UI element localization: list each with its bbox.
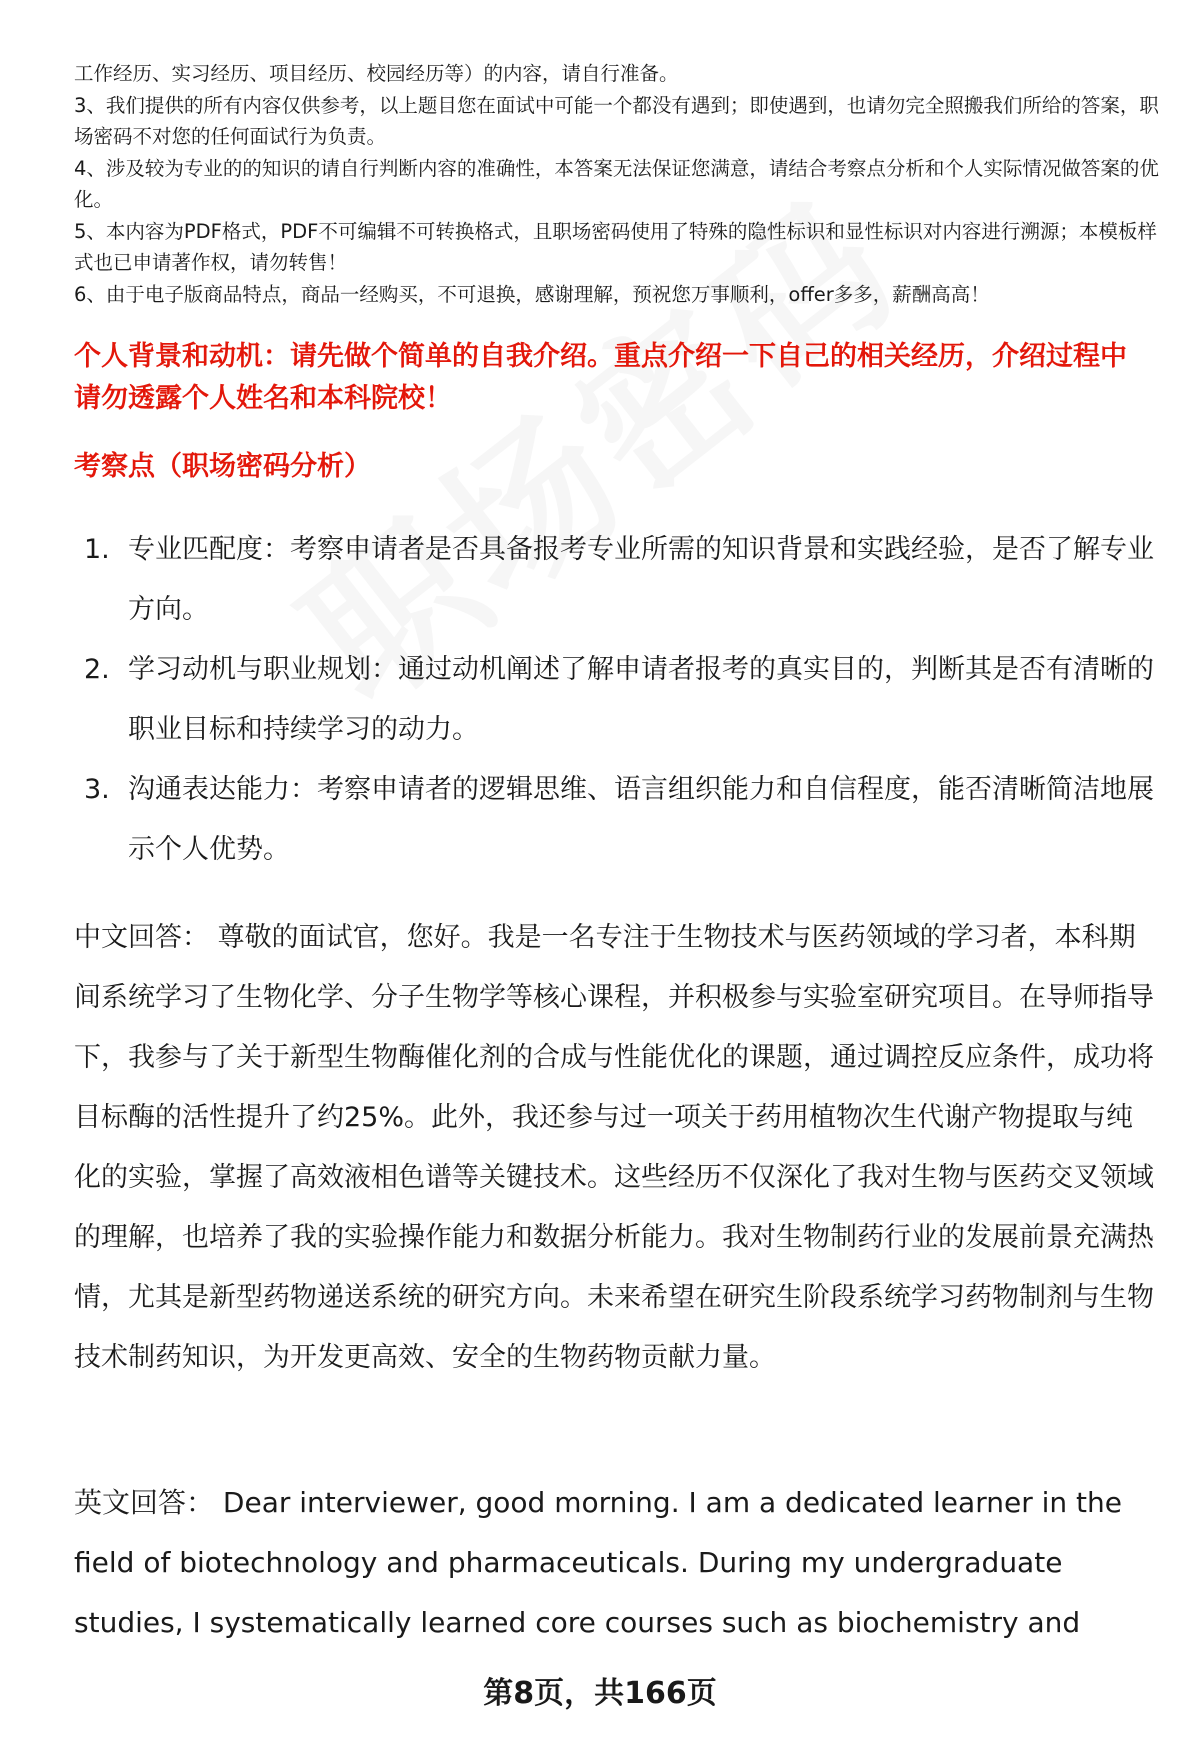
chinese-answer: 中文回答： 尊敬的面试官，您好。我是一名专注于生物技术与医药领域的学习者，本科期间系统学习了生物化学、分子生物学等核心课程，并积极参与实验室研究项目。在导师指导下，我参与了关于新型生物酶催化剂的合成与性能优化的课题，通过调控反应条件，成功将目标酶的活性提升了约25%。此外，我还参与过一项关于药用植物次生代谢产物提取与纯化的实验，掌握了高效液相色谱等关键技术。这些经历不仅深化了我对生物与医药交叉领域的理解，也培养了我的实验操作能力和数据分析能力。我对生物制药行业的发展前景充满热情，尤其是新型药物递送系统的研究方向。未来希望在研究生阶段系统学习药物制剂与生物技术制药知识，为开发更高效、安全的生物药物贡献力量。 (74, 922, 1154, 1373)
note-line: 6、由于电子版商品特点，商品一经购买，不可退换，感谢理解，预祝您万事顺利，offer多多，薪酬高高！ (74, 282, 990, 306)
analysis-heading: 考察点（职场密码分析） (74, 451, 371, 482)
page-number: 第8页，共166页 (483, 1676, 717, 1711)
note-line: 3、我们提供的所有内容仅供参考，以上题目您在面试中可能一个都没有遇到；即使遇到，也请勿完全照搬我们所给的答案，职场密码不对您的任何面试行为负责。 (74, 93, 1159, 148)
point-number: 2. (84, 654, 110, 685)
question-title: 个人背景和动机：请先做个简单的自我介绍。重点介绍一下自己的相关经历，介绍过程中请勿透露个人姓名和本科院校！ (74, 341, 1127, 414)
analysis-point (84, 640, 1164, 760)
analysis-points (84, 520, 1164, 880)
notes-block (74, 58, 1164, 310)
point-text: 学习动机与职业规划：通过动机阐述了解申请者报考的真实目的，判断其是否有清晰的职业目标和持续学习的动力。 (128, 654, 1154, 745)
note-line: 5、本内容为PDF格式，PDF不可编辑不可转换格式，且职场密码使用了特殊的隐性标识和显性标识对内容进行溯源；本模板样式也已申请著作权，请勿转售！ (74, 219, 1157, 274)
point-text: 沟通表达能力：考察申请者的逻辑思维、语言组织能力和自信程度，能否清晰简洁地展示个人优势。 (128, 774, 1154, 865)
analysis-point (84, 520, 1164, 640)
point-text: 专业匹配度：考察申请者是否具备报考专业所需的知识背景和实践经验，是否了解专业方向。 (128, 534, 1154, 625)
note-line: 4、涉及较为专业的的知识的请自行判断内容的准确性，本答案无法保证您满意，请结合考察点分析和个人实际情况做答案的优化。 (74, 156, 1159, 211)
note-line: 工作经历、实习经历、项目经历、校园经历等）的内容，请自行准备。 (74, 62, 679, 85)
point-number: 3. (84, 774, 110, 805)
analysis-point (84, 760, 1164, 880)
english-answer: 英文回答： Dear interviewer, good morning. I am a dedicated learner in the field of biotechnology and pharmaceuticals. During my undergraduate studies, I systematically learned core courses such as biochemistry and (74, 1486, 1122, 1639)
point-number: 1. (84, 534, 110, 565)
